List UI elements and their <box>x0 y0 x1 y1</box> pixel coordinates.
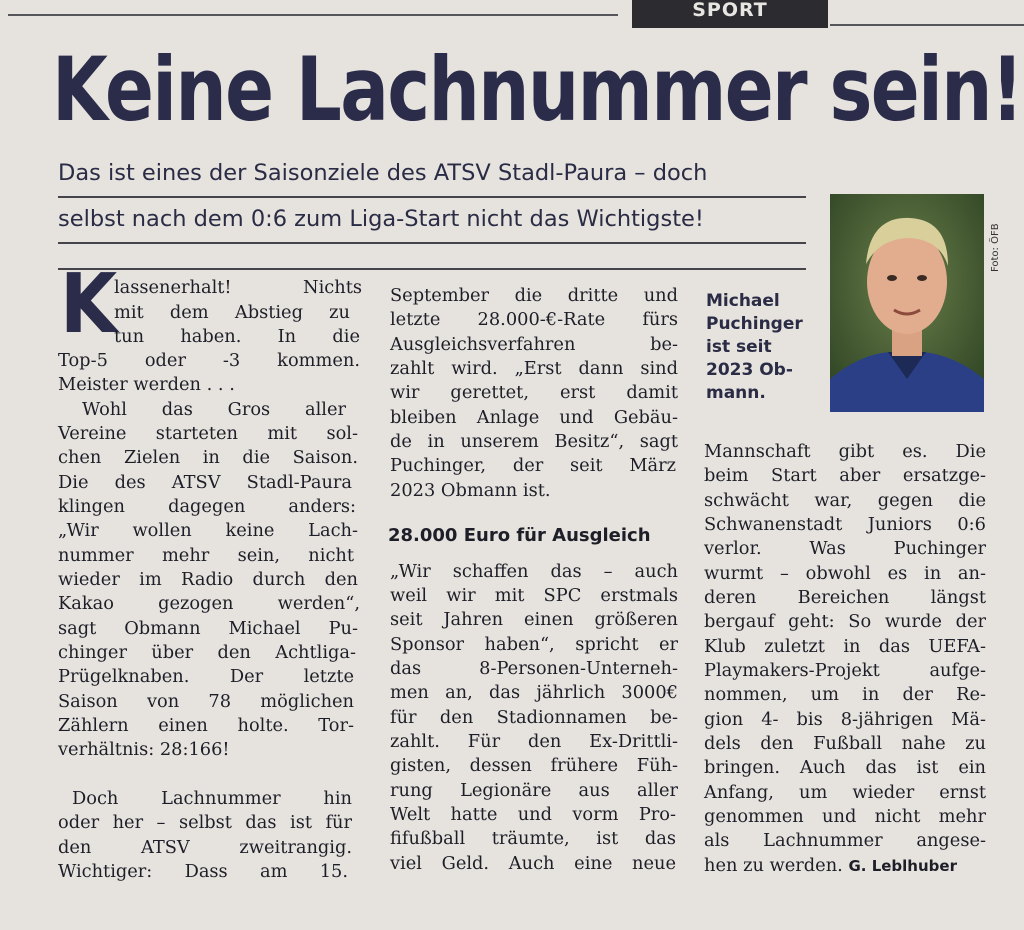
text-line: de in unserem Besitz“, sagt <box>390 431 678 452</box>
text-line: gion 4- bis 8-jährigen Mä- <box>704 709 986 730</box>
text-line: Schwanenstadt Juniors 0:6 <box>704 514 986 535</box>
subhead-line-2: selbst nach dem 0:6 zum Liga-Start nicht das Wichtigste! <box>58 206 704 232</box>
photo-credit: Foto: ÖFB <box>990 223 1001 272</box>
text-line: viel Geld. Auch eine neue <box>390 853 676 874</box>
subhead-rule <box>58 196 806 198</box>
text-line <box>704 854 986 878</box>
text-line: Wichtiger: Dass am 15. <box>58 861 348 882</box>
text-line: Welt hatte und vorm Pro- <box>390 804 676 825</box>
caption-line: Puchinger <box>706 314 803 334</box>
text-line: verlor. Was Puchinger <box>704 538 986 559</box>
headline: Keine Lachnummer sein! <box>52 38 1023 141</box>
text-line: Sponsor haben“, spricht er <box>390 634 678 655</box>
text-line: weil wir mit SPC erstmals <box>390 585 678 606</box>
text-line: Prügelknaben. Der letzte <box>58 666 354 687</box>
text-line: Kakao gezogen werden“, <box>58 593 360 614</box>
text-line: dels den Fußball nahe zu <box>704 733 986 754</box>
text-line: Anfang, um wieder ernst <box>704 782 986 803</box>
text-line: Wohl das Gros aller <box>82 399 346 420</box>
text-line: bleiben Anlage und Gebäu- <box>390 407 678 428</box>
subhead-line-1: Das ist eines der Saisonziele des ATSV Stadl-Paura – doch <box>58 160 708 186</box>
text-line: September die dritte und <box>390 285 678 306</box>
top-rule <box>8 14 618 16</box>
text-line: Top-5 oder -3 kommen. <box>58 350 360 371</box>
photo-caption <box>706 290 816 405</box>
author-byline: G. Leblhuber <box>848 857 957 875</box>
text-line: schwächt war, gegen die <box>704 490 986 511</box>
text-line: chen Zielen in die Saison. <box>58 447 358 468</box>
portrait-photo <box>830 194 984 412</box>
text-line: seit Jahren einen größeren <box>390 609 678 630</box>
text-line: Doch Lachnummer hin <box>72 788 352 809</box>
text-line: mit dem Abstieg zu <box>114 302 350 323</box>
text-line: Saison von 78 möglichen <box>58 691 354 712</box>
text-line: wieder im Radio durch den <box>58 569 358 590</box>
subhead-rule <box>58 268 806 270</box>
text-line: fifußball träumte, ist das <box>390 828 676 849</box>
text-line: das 8-Personen-Unterneh- <box>390 658 678 679</box>
text-line: chinger über den Achtliga- <box>58 642 356 663</box>
text-line: 2023 Obmann ist. <box>390 480 551 501</box>
text-line: sagt Obmann Michael Pu- <box>58 618 358 639</box>
text-line: bergauf geht: So wurde der <box>704 611 986 632</box>
text-line: zahlt wird. „Erst dann sind <box>390 358 678 379</box>
text-line: lassenerhalt! Nichts <box>114 277 362 298</box>
text-line: genommen und nicht mehr <box>704 806 986 827</box>
top-rule-right <box>830 24 1024 26</box>
subsection-heading: 28.000 Euro für Ausgleich <box>388 525 651 546</box>
drop-cap: K <box>60 257 118 352</box>
text-line: Puchinger, der seit März <box>390 455 676 476</box>
text-line: Zählern einen holte. Tor- <box>58 715 354 736</box>
text-line: oder her – selbst das ist für <box>58 812 352 833</box>
text-line: zahlt. Für den Ex-Drittli- <box>390 731 678 752</box>
text-line: für den Stadionnamen be- <box>390 707 678 728</box>
caption-line: mann. <box>706 383 766 403</box>
text-line: Vereine starteten mit sol- <box>58 423 358 444</box>
text-line: verhältnis: 28:166! <box>58 739 230 760</box>
caption-line: Michael <box>706 291 780 311</box>
caption-line: 2023 Ob- <box>706 360 793 380</box>
text-line: Die des ATSV Stadl-Paura <box>58 472 352 493</box>
text-line: letzte 28.000-€-Rate fürs <box>390 309 678 330</box>
portrait-image <box>830 194 984 412</box>
subhead-rule <box>58 242 806 244</box>
text-line: den ATSV zweitrangig. <box>58 837 352 858</box>
text-line: als Lachnummer angese- <box>704 830 986 851</box>
text-line: deren Bereichen längst <box>704 587 986 608</box>
text-line: rung Legionäre aus aller <box>390 780 678 801</box>
text-line: Meister werden . . . <box>58 374 235 395</box>
text-line: Ausgleichsverfahren be- <box>390 334 678 355</box>
text-line: bringen. Auch das ist ein <box>704 757 986 778</box>
text-line: beim Start aber ersatzge- <box>704 465 986 486</box>
text-span: hen zu werden. <box>704 855 843 876</box>
text-line: Playmakers-Projekt aufge- <box>704 660 986 681</box>
text-line: wurmt – obwohl es in an- <box>704 563 986 584</box>
text-line: tun haben. In die <box>114 326 360 347</box>
text-line: nommen, um in der Re- <box>704 684 986 705</box>
text-line: „Wir wollen keine Lach- <box>58 520 358 541</box>
text-line: Mannschaft gibt es. Die <box>704 441 986 462</box>
text-line: klingen dagegen anders: <box>58 496 356 517</box>
text-line: men an, das jährlich 3000€ <box>390 682 678 703</box>
caption-line: ist seit <box>706 337 772 357</box>
text-line: wir gerettet, erst damit <box>390 382 678 403</box>
section-tag: SPORT <box>632 0 828 28</box>
text-line: „Wir schaffen das – auch <box>390 561 678 582</box>
text-line: Klub zuletzt in das UEFA- <box>704 636 986 657</box>
text-line: gisten, dessen frühere Füh- <box>390 755 678 776</box>
text-line: nummer mehr sein, nicht <box>58 545 354 566</box>
